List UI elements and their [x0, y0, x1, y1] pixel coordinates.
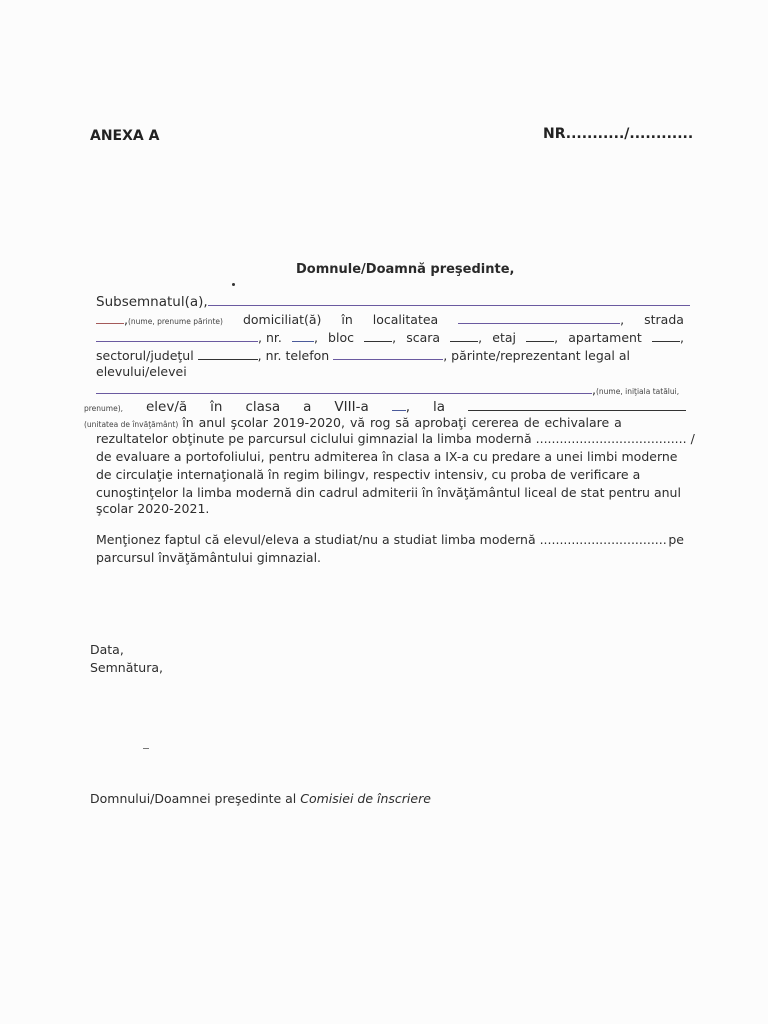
addressee-line: Domnului/Doamnei preşedinte al Comisiei de înscriere: [90, 791, 431, 806]
body-line-2: ,(nume, prenume părinte) domiciliat(ă) în localitatea , strada: [96, 311, 684, 331]
undersigned-name-field[interactable]: [208, 294, 690, 306]
block-field[interactable]: [364, 330, 392, 342]
body-line-5: elevului/elevei: [96, 364, 187, 379]
body-line-4: sectorul/judeţul , nr. telefon , părinte/reprezentant legal al: [96, 348, 630, 363]
school-field[interactable]: [468, 399, 686, 411]
signature-label: Semnătura,: [90, 660, 163, 675]
body-line-7: prenume), elev/ă în clasa a VIII-a , la: [84, 398, 686, 418]
student-name-hint: (nume, iniţiala tatălui,: [595, 387, 680, 396]
date-label: Data,: [90, 642, 124, 657]
body-line-9: rezultatelor obţinute pe parcursul ciclului gimnazial la limba modernă ...................................... /: [96, 431, 695, 446]
speck: [143, 748, 149, 749]
body-line-12: cunoştinţelor la limba modernă din cadrul admiterii în învăţământul liceal de stat pentru anul: [96, 485, 681, 500]
body-line-6: ,(nume, iniţiala tatălui,: [96, 381, 679, 401]
mention-line-2: parcursul învăţământului gimnazial.: [96, 550, 322, 565]
mention-line-1: Menţionez faptul că elevul/eleva a studiat/nu a studiat limba modernă ................................ pe: [96, 532, 684, 547]
salutation: Domnule/Doamnă preşedinte,: [296, 262, 515, 277]
annex-label: ANEXA A: [90, 128, 160, 144]
class-letter-field[interactable]: [392, 399, 406, 411]
county-field[interactable]: [198, 348, 258, 360]
body-line-11: de circulaţie internaţională în regim bilingv, respectiv intensiv, cu proba de verificare a: [96, 467, 641, 482]
staircase-field[interactable]: [450, 330, 478, 342]
body-line-13: şcolar 2020-2021.: [96, 501, 210, 516]
floor-field[interactable]: [526, 330, 554, 342]
body-line-1: [96, 293, 690, 311]
body-line-3: , nr. , bloc , scara , etaj , apartament ,: [96, 329, 684, 347]
body-line-8: (unitatea de învăţământ) în anul şcolar 2019-2020, vă rog să aprobaţi cererea de echivalare a: [84, 415, 622, 430]
body-line-10: de evaluare a portofoliului, pentru admiterea în clasa a IX-a cu predare a unei limbi moderne: [96, 449, 678, 464]
undersigned-label: Subsemnatul(a),: [96, 294, 208, 310]
phone-field[interactable]: [333, 348, 443, 360]
locality-field[interactable]: [458, 312, 620, 324]
student-name-field[interactable]: [96, 382, 592, 394]
street-number-field[interactable]: [292, 330, 314, 342]
speck: [232, 283, 235, 286]
registration-number: NR.........../............: [543, 126, 694, 142]
apartment-field[interactable]: [652, 330, 680, 342]
parent-name-hint: (nume, prenume părinte): [127, 317, 223, 326]
parent-name-field[interactable]: [96, 312, 124, 324]
street-field[interactable]: [96, 330, 258, 342]
